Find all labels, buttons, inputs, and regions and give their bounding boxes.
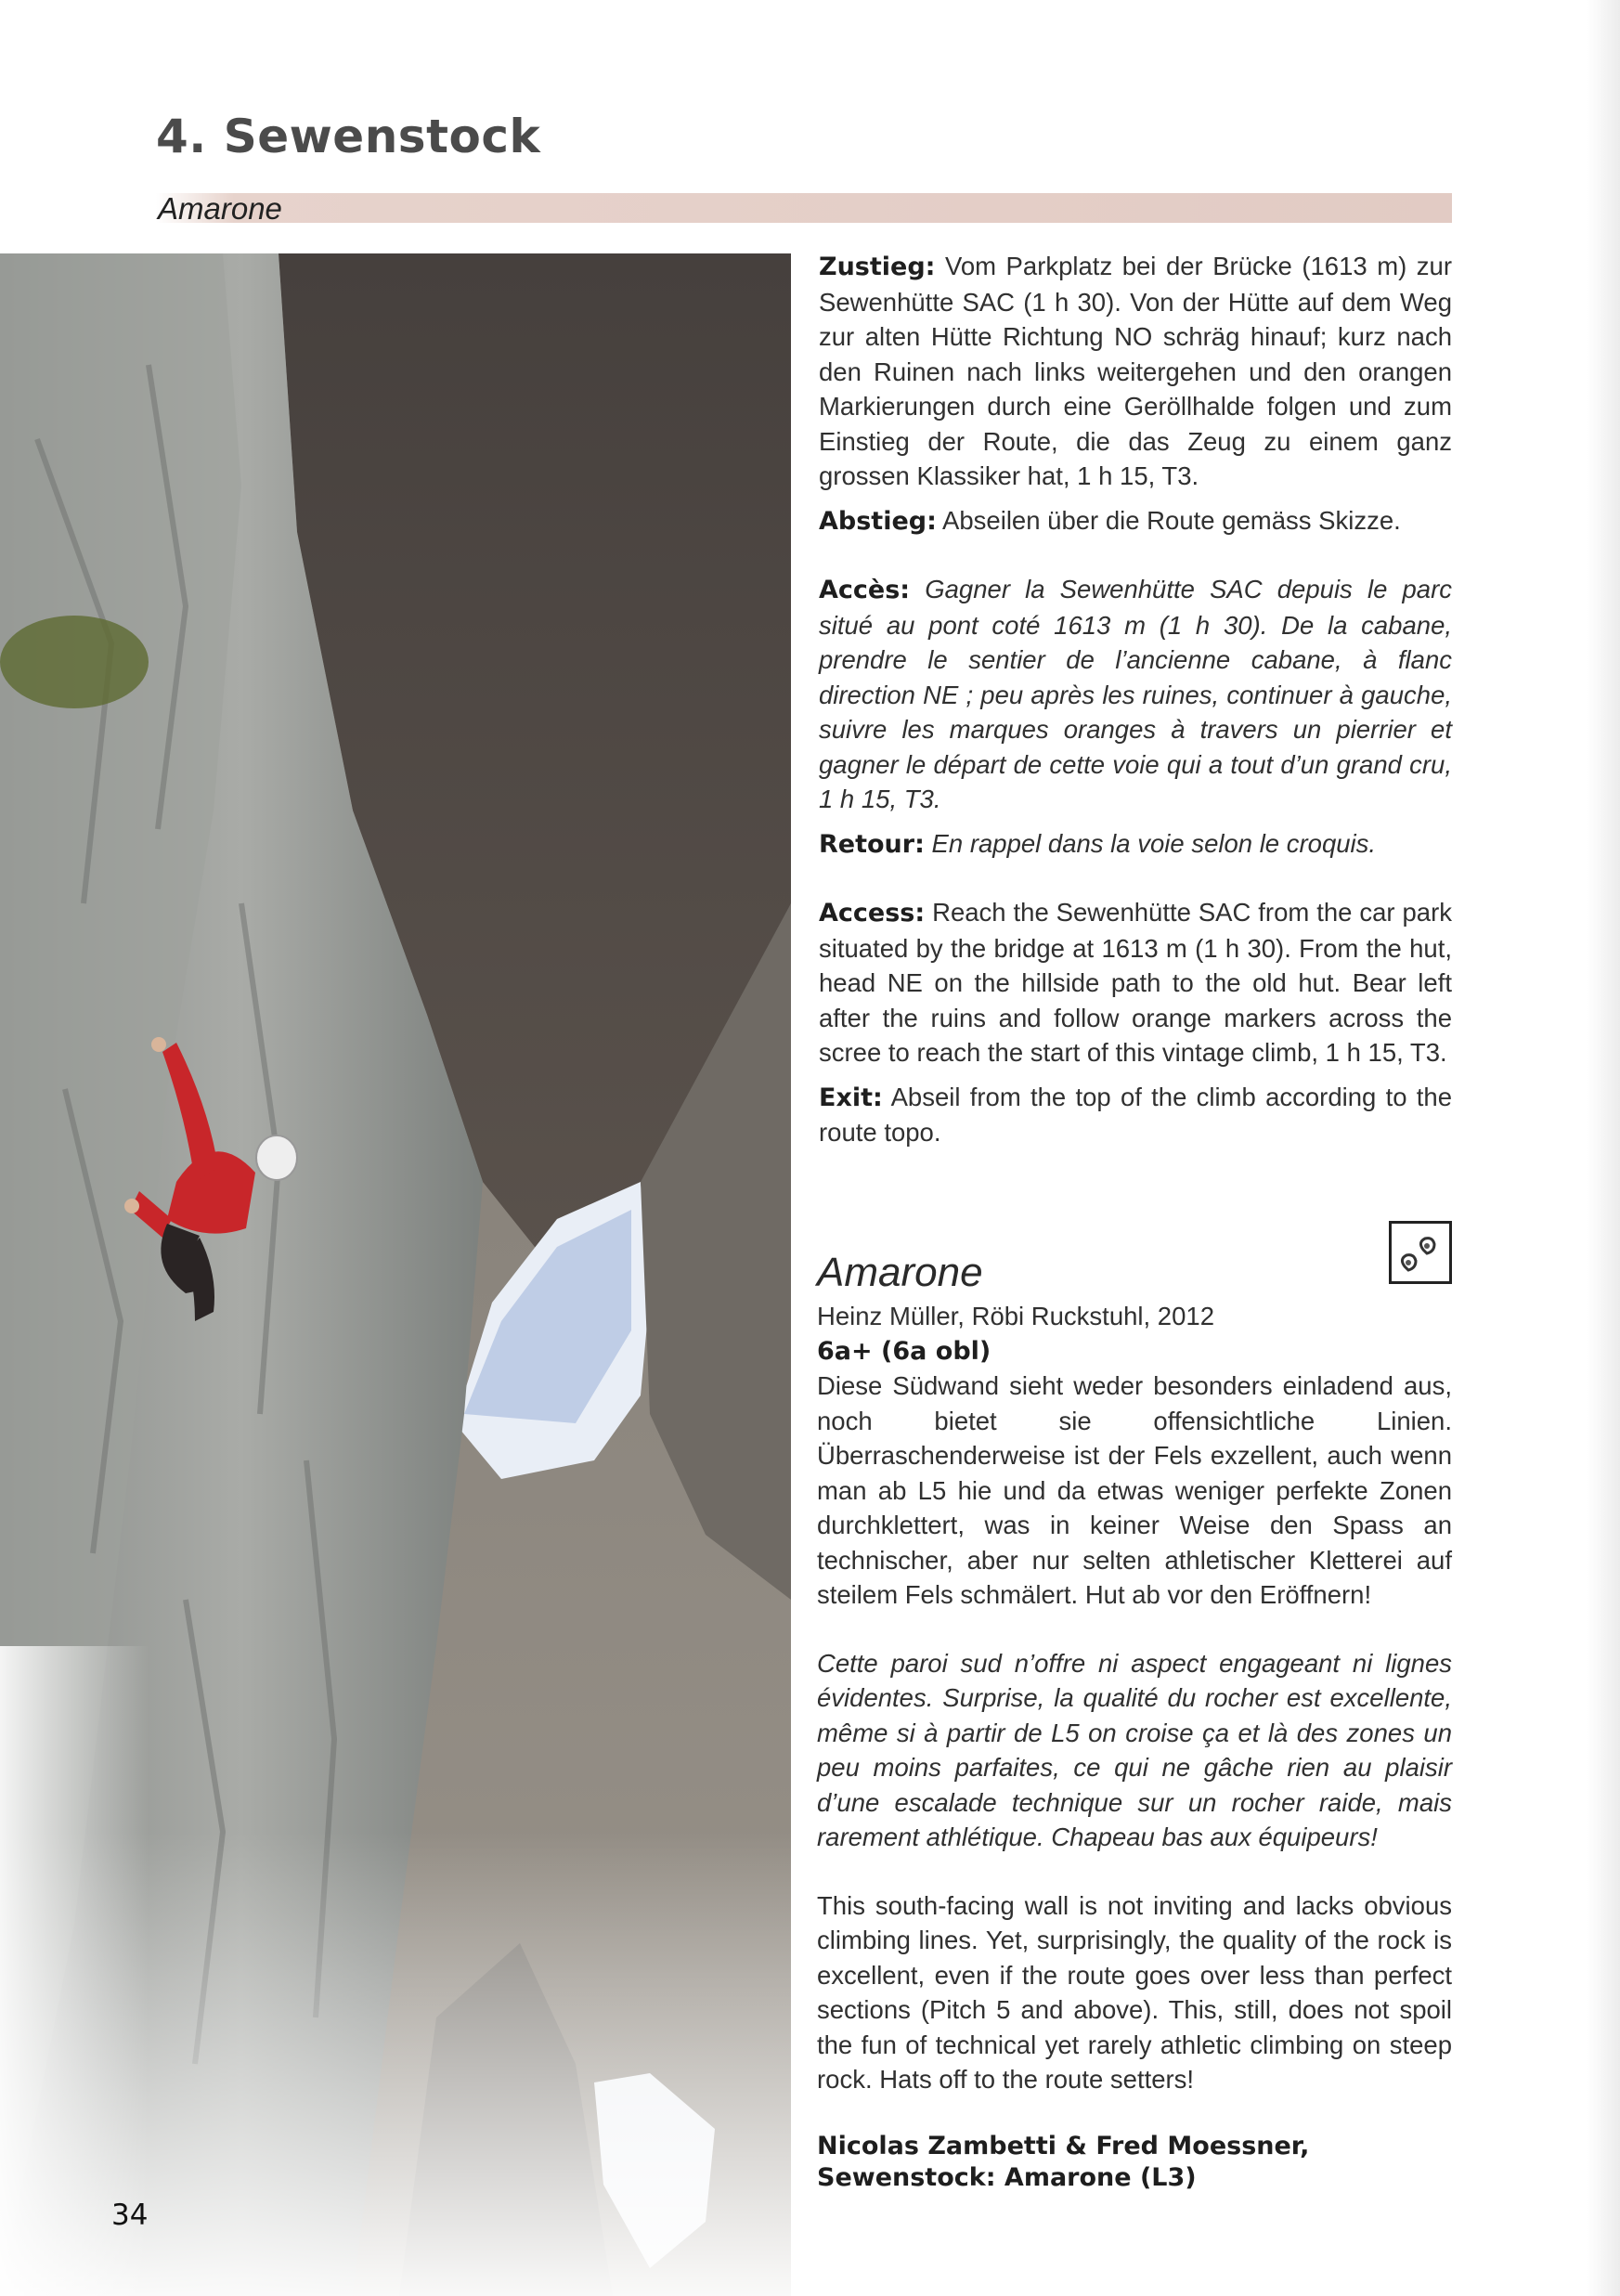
access-text: Reach the Sewenhütte SAC from the car park situated by the bridge at 1613 m (1 h 30). From the hut, head NE on the hillside path to the old hut. Bear left after the ruins and follow orange markers across the scree to reach the start of this vintage climb, 1 h 15, T3.: [819, 898, 1452, 1067]
route-grade: 6a+ (6a obl): [817, 1336, 991, 1366]
retour-text: En rappel dans la voie selon le croquis.: [931, 828, 1377, 858]
route-title-bar-label: Amarone: [158, 191, 282, 226]
description-fr: Cette paroi sud n’offre ni aspect engageant ni lignes évidentes. Surprise, la qualité du rocher est excellente, même si à partir de L5 on croise ça et là des zones un peu moins parfaites, ce qui ne gâche rien au plaisir d’une escalade technique sur un rocher raide, mais rarement athlétique. Chapeau bas aux équipeurs!: [817, 1648, 1452, 1851]
access-label: Access:: [819, 899, 926, 927]
bolts-icon: [1389, 1221, 1452, 1284]
page-edge-shadow: [1587, 0, 1620, 2296]
abstieg-text: Abseilen über die Route gemäss Skizze.: [942, 505, 1401, 535]
exit-label: Exit:: [819, 1083, 883, 1112]
zustieg-label: Zustieg:: [819, 253, 936, 281]
approach-info: [819, 249, 1452, 1150]
photo-credit: [817, 2131, 1452, 2194]
acces-label: Accès:: [819, 576, 911, 604]
climbing-photo: [0, 253, 791, 2296]
chapter-title: 4. Sewenstock: [156, 110, 541, 163]
exit-text: Abseil from the top of the climb according to the route topo.: [819, 1082, 1453, 1147]
zustieg-paragraph: [819, 249, 1452, 494]
route-name: Amarone: [817, 1250, 983, 1295]
photo-credit-line1: Nicolas Zambetti & Fred Moessner,: [817, 2131, 1310, 2160]
abstieg-paragraph: [819, 503, 1452, 539]
acces-paragraph: [819, 572, 1452, 817]
description-de: Diese Südwand sieht weder besonders einladend aus, noch bietet sie offensichtliche Linien. Überraschenderweise ist der Fels exzellent, auch wenn man ab L5 hie und da etwas weniger perfekte Zonen durchklettert, was in keiner Weise den Spass an technischer, aber nur selten athletischer Kletterei auf steilem Fels schmälert. Hut ab vor den Eröffnern!: [817, 1371, 1452, 1609]
access-paragraph: [819, 895, 1452, 1070]
route-description: [817, 1221, 1452, 2194]
page-number: 34: [111, 2199, 149, 2232]
retour-label: Retour:: [819, 829, 925, 859]
abstieg-label: Abstieg:: [819, 506, 937, 536]
zustieg-text: Vom Parkplatz bei der Brücke (1613 m) zur Sewenhütte SAC (1 h 30). Von der Hütte auf dem Weg zur alten Hütte Richtung NO schräg hinauf; kurz nach den Ruinen nach links weitergehen und den orangen Markierungen durch eine Geröllhalde folgen und zum Einstieg der Route, die das Zeug zu einem ganz grossen Klassiker hat, 1 h 15, T3.: [819, 252, 1452, 490]
first-ascent: Heinz Müller, Röbi Ruckstuhl, 2012: [817, 1302, 1214, 1330]
description-en: This south-facing wall is not inviting and lacks obvious climbing lines. Yet, surprisingly, the quality of the rock is excellent, even if the route goes over less than perfect sections (Pitch 5 and above). This, still, does not spoil the fun of technical yet rarely athletic climbing on steep rock. Hats off to the route setters!: [817, 1890, 1452, 2094]
route-title-bar: [156, 191, 1452, 226]
retour-paragraph: [819, 826, 1452, 863]
climbing-photo-illustration: [0, 253, 791, 2296]
exit-paragraph: [819, 1080, 1452, 1150]
acces-text: Gagner la Sewenhütte SAC depuis le parc situé au pont coté 1613 m (1 h 30). De la cabane, prendre le sentier de l’ancienne cabane, à flanc direction NE ; peu après les ruines, continuer à gauche, suivre les marques oranges à travers un pierrier et gagner le départ de cette voie qui a tout d’un grand cru, 1 h 15, T3.: [819, 575, 1453, 813]
photo-credit-line2: Sewenstock: Amarone (L3): [817, 2162, 1197, 2192]
